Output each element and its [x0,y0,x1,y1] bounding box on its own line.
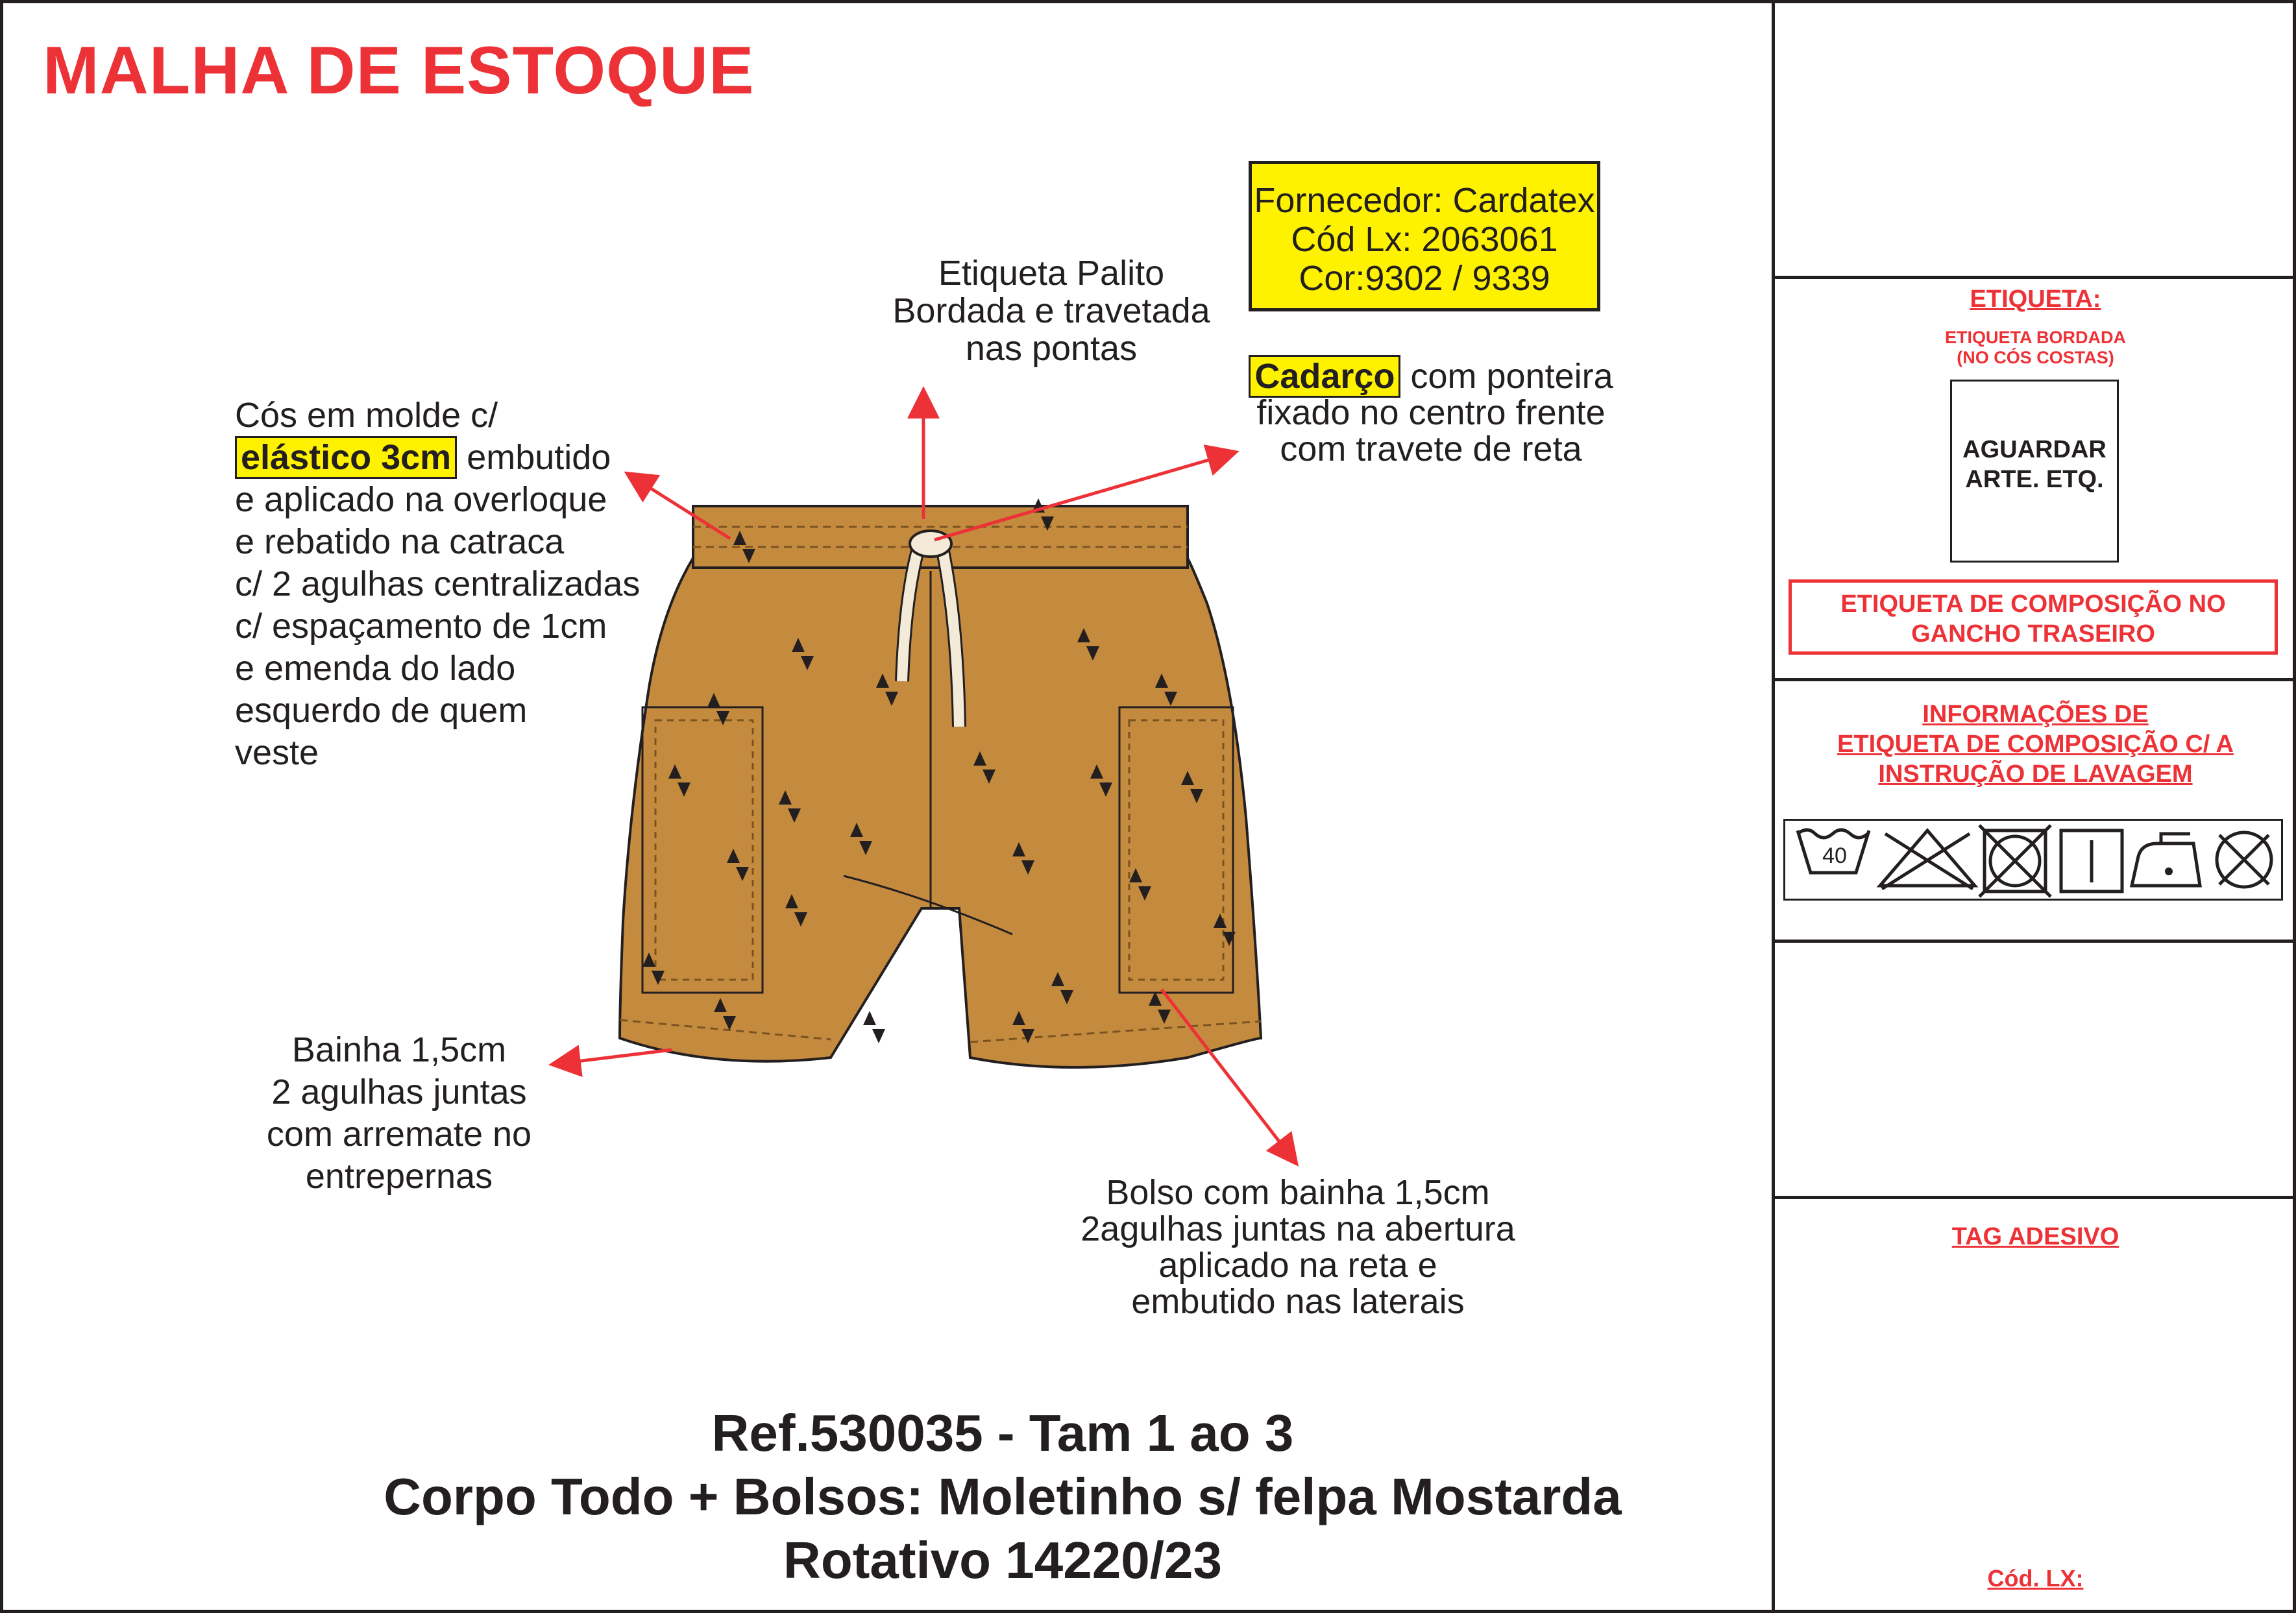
label-tag-line: Etiqueta Palito [938,254,1165,293]
drawstring-highlight: Cadarço [1249,355,1400,398]
pocket-line: embutido nas laterais [1131,1282,1465,1321]
waistband-line: embutido [457,438,611,477]
label-tag-line: Bordada e travetada [892,291,1210,330]
label-tag-line: nas pontas [965,329,1138,368]
reference-code: Ref.530035 - Tam 1 ao 3 [711,1404,1294,1462]
supplier-color: Cor:9302 / 9339 [1299,259,1550,298]
composition-line: GANCHO TRASEIRO [1911,620,2155,648]
care-info-line: ETIQUETA DE COMPOSIÇÃO C/ A [1837,731,2234,758]
waistband-line: e rebatido na catraca [235,522,565,561]
no-bleach-icon [1880,831,1975,889]
care-info-line: INFORMAÇÕES DE [1922,701,2149,728]
waistband-line: c/ espaçamento de 1cm [235,607,607,646]
await-line: AGUARDAR [1962,436,2107,463]
await-line: ARTE. ETQ. [1965,466,2104,493]
elastic-highlight: elástico 3cm [235,436,457,479]
label-sub-line: (NO CÓS COSTAS) [1957,348,2114,367]
pocket-line: Bolso com bainha 1,5cm [1106,1173,1490,1212]
supplier-name: Fornecedor: Cardatex [1254,181,1595,220]
label-sub-line: ETIQUETA BORDADA [1945,328,2126,347]
tag-label: TAG ADESIVO [1951,1223,2119,1250]
waistband-line: Cós em molde c/ [235,396,498,435]
waistband-line: esquerdo de quem [235,691,528,730]
drawstring-line: com travete de reta [1280,430,1582,468]
pocket-line: aplicado na reta e [1158,1246,1437,1285]
code-label: Cód. LX: [1987,1565,2084,1592]
hem-line: Bainha 1,5cm [291,1030,507,1069]
wash-temp: 40 [1822,843,1847,868]
hem-line: 2 agulhas juntas [271,1073,527,1111]
reference-fabric: Corpo Todo + Bolsos: Moletinho s/ felpa Mostarda [384,1468,1622,1525]
shorts-illustration [620,498,1261,1067]
waistband-line: e aplicado na overloque [235,480,607,519]
no-dry-clean-icon [2217,832,2271,887]
care-info-line: INSTRUÇÃO DE LAVAGEM [1878,760,2193,788]
hem-line: entrepernas [305,1157,493,1196]
drawstring-line: com ponteira [1400,357,1613,396]
line-dry-icon [2061,831,2122,891]
composition-line: ETIQUETA DE COMPOSIÇÃO NO [1840,590,2226,618]
iron-low-icon [2132,834,2200,886]
waistband-line: veste [235,733,319,772]
reference-print: Rotativo 14220/23 [783,1531,1222,1589]
waistband-line: e emenda do lado [235,649,516,688]
label-heading: ETIQUETA: [1970,285,2101,313]
wash-40-icon [1798,830,1869,873]
supplier-code: Cód Lx: 2063061 [1291,220,1558,259]
pocket-line: 2agulhas juntas na abertura [1081,1209,1515,1248]
hem-line: com arremate no [266,1115,532,1154]
waistband-line: c/ 2 agulhas centralizadas [235,564,641,603]
sheet-title: MALHA DE ESTOQUE [43,33,755,108]
drawstring-line: fixado no centro frente [1256,393,1606,432]
no-tumble-dry-icon [1979,825,2051,897]
